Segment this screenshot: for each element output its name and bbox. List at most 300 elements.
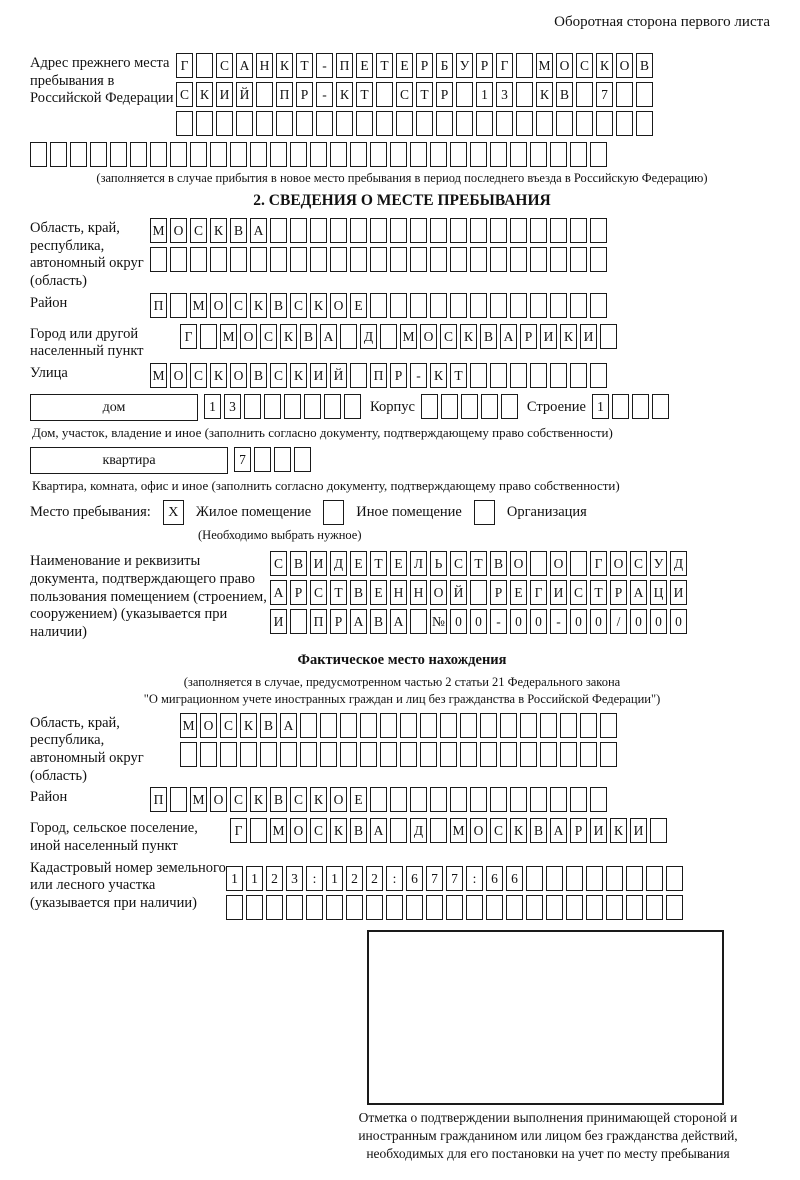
char-cell[interactable]: 7	[234, 447, 251, 472]
char-cell[interactable]: В	[490, 551, 507, 576]
char-cell[interactable]	[294, 447, 311, 472]
char-cell[interactable]: М	[190, 293, 207, 318]
char-cell[interactable]	[470, 247, 487, 272]
char-cell[interactable]: Й	[236, 82, 253, 107]
char-cell[interactable]	[196, 111, 213, 136]
char-cell[interactable]: К	[536, 82, 553, 107]
char-cell[interactable]	[320, 713, 337, 738]
char-cell[interactable]	[586, 895, 603, 920]
char-cell[interactable]: М	[220, 324, 237, 349]
char-cell[interactable]: Г	[180, 324, 197, 349]
char-cell[interactable]	[566, 895, 583, 920]
char-cell[interactable]	[440, 742, 457, 767]
char-cell[interactable]	[430, 218, 447, 243]
char-cell[interactable]: -	[316, 53, 333, 78]
char-cell[interactable]	[380, 324, 397, 349]
char-cell[interactable]	[410, 218, 427, 243]
char-cell[interactable]	[480, 713, 497, 738]
char-cell[interactable]: О	[290, 818, 307, 843]
region-row-1[interactable]	[150, 218, 610, 243]
district-row[interactable]	[150, 293, 610, 318]
char-cell[interactable]	[652, 394, 669, 419]
char-cell[interactable]: 2	[266, 866, 283, 891]
char-cell[interactable]	[456, 82, 473, 107]
char-cell[interactable]	[646, 895, 663, 920]
char-cell[interactable]: И	[590, 818, 607, 843]
char-cell[interactable]: 7	[596, 82, 613, 107]
char-cell[interactable]: 0	[510, 609, 527, 634]
char-cell[interactable]: С	[450, 551, 467, 576]
char-cell[interactable]: Л	[410, 551, 427, 576]
char-cell[interactable]: В	[260, 713, 277, 738]
document-row-1[interactable]	[270, 551, 690, 576]
char-cell[interactable]	[560, 713, 577, 738]
char-cell[interactable]	[570, 551, 587, 576]
char-cell[interactable]: Б	[436, 53, 453, 78]
char-cell[interactable]	[626, 866, 643, 891]
char-cell[interactable]	[570, 293, 587, 318]
char-cell[interactable]: В	[300, 324, 317, 349]
char-cell[interactable]	[510, 293, 527, 318]
char-cell[interactable]: К	[250, 787, 267, 812]
char-cell[interactable]	[470, 142, 487, 167]
char-cell[interactable]: П	[310, 609, 327, 634]
char-cell[interactable]	[530, 363, 547, 388]
char-cell[interactable]: К	[196, 82, 213, 107]
char-cell[interactable]: О	[330, 787, 347, 812]
char-cell[interactable]	[180, 742, 197, 767]
char-cell[interactable]: К	[276, 53, 293, 78]
char-cell[interactable]	[360, 742, 377, 767]
char-cell[interactable]	[526, 895, 543, 920]
char-cell[interactable]	[230, 247, 247, 272]
char-cell[interactable]: К	[330, 818, 347, 843]
char-cell[interactable]	[286, 895, 303, 920]
char-cell[interactable]	[30, 142, 47, 167]
char-cell[interactable]	[270, 218, 287, 243]
char-cell[interactable]: Р	[476, 53, 493, 78]
char-cell[interactable]	[590, 293, 607, 318]
char-cell[interactable]	[530, 218, 547, 243]
char-cell[interactable]	[190, 142, 207, 167]
char-cell[interactable]	[290, 218, 307, 243]
char-cell[interactable]: С	[230, 293, 247, 318]
char-cell[interactable]	[170, 247, 187, 272]
char-cell[interactable]	[430, 293, 447, 318]
char-cell[interactable]: П	[336, 53, 353, 78]
char-cell[interactable]: 0	[530, 609, 547, 634]
checkbox-residential[interactable]: X	[163, 500, 184, 525]
char-cell[interactable]: Г	[496, 53, 513, 78]
char-cell[interactable]	[420, 742, 437, 767]
char-cell[interactable]	[576, 82, 593, 107]
char-cell[interactable]: О	[210, 787, 227, 812]
char-cell[interactable]	[606, 866, 623, 891]
char-cell[interactable]	[210, 142, 227, 167]
char-cell[interactable]: В	[270, 787, 287, 812]
char-cell[interactable]	[490, 142, 507, 167]
char-cell[interactable]: -	[550, 609, 567, 634]
char-cell[interactable]	[450, 247, 467, 272]
char-cell[interactable]	[580, 713, 597, 738]
char-cell[interactable]	[546, 866, 563, 891]
char-cell[interactable]: П	[276, 82, 293, 107]
char-cell[interactable]	[250, 142, 267, 167]
char-cell[interactable]	[450, 142, 467, 167]
char-cell[interactable]: С	[190, 363, 207, 388]
char-cell[interactable]	[396, 111, 413, 136]
char-cell[interactable]	[550, 247, 567, 272]
char-cell[interactable]: И	[540, 324, 557, 349]
char-cell[interactable]: К	[280, 324, 297, 349]
char-cell[interactable]: С	[190, 218, 207, 243]
char-cell[interactable]: О	[510, 551, 527, 576]
char-cell[interactable]	[330, 142, 347, 167]
char-cell[interactable]	[300, 713, 317, 738]
char-cell[interactable]	[490, 787, 507, 812]
char-cell[interactable]	[460, 713, 477, 738]
char-cell[interactable]	[450, 787, 467, 812]
char-cell[interactable]: Г	[530, 580, 547, 605]
char-cell[interactable]: 3	[224, 394, 241, 419]
char-cell[interactable]	[350, 142, 367, 167]
char-cell[interactable]: В	[350, 818, 367, 843]
char-cell[interactable]	[356, 111, 373, 136]
char-cell[interactable]: 0	[450, 609, 467, 634]
char-cell[interactable]: А	[630, 580, 647, 605]
char-cell[interactable]: И	[310, 363, 327, 388]
char-cell[interactable]	[616, 82, 633, 107]
char-cell[interactable]	[416, 111, 433, 136]
char-cell[interactable]: Н	[256, 53, 273, 78]
char-cell[interactable]	[344, 394, 361, 419]
char-cell[interactable]: В	[270, 293, 287, 318]
char-cell[interactable]: В	[250, 363, 267, 388]
char-cell[interactable]	[636, 111, 653, 136]
char-cell[interactable]: Т	[370, 551, 387, 576]
prev-address-row-3[interactable]	[176, 111, 656, 136]
char-cell[interactable]	[500, 742, 517, 767]
char-cell[interactable]	[276, 111, 293, 136]
char-cell[interactable]	[170, 787, 187, 812]
char-cell[interactable]: В	[370, 609, 387, 634]
char-cell[interactable]	[446, 895, 463, 920]
char-cell[interactable]	[470, 218, 487, 243]
char-cell[interactable]: Р	[330, 609, 347, 634]
char-cell[interactable]: Г	[230, 818, 247, 843]
char-cell[interactable]	[570, 218, 587, 243]
char-cell[interactable]: 0	[670, 609, 687, 634]
char-cell[interactable]: Е	[350, 787, 367, 812]
char-cell[interactable]	[466, 895, 483, 920]
char-cell[interactable]	[490, 293, 507, 318]
char-cell[interactable]: С	[176, 82, 193, 107]
char-cell[interactable]: С	[220, 713, 237, 738]
char-cell[interactable]: 6	[406, 866, 423, 891]
char-cell[interactable]	[526, 866, 543, 891]
char-cell[interactable]: Р	[416, 53, 433, 78]
prev-address-row-1[interactable]	[176, 53, 656, 78]
korpus-cells[interactable]	[421, 394, 521, 419]
char-cell[interactable]: К	[310, 293, 327, 318]
char-cell[interactable]: О	[230, 363, 247, 388]
char-cell[interactable]	[284, 394, 301, 419]
char-cell[interactable]: Т	[296, 53, 313, 78]
char-cell[interactable]	[290, 247, 307, 272]
char-cell[interactable]: К	[290, 363, 307, 388]
char-cell[interactable]	[316, 111, 333, 136]
char-cell[interactable]: Д	[330, 551, 347, 576]
char-cell[interactable]: Ц	[650, 580, 667, 605]
char-cell[interactable]	[550, 363, 567, 388]
char-cell[interactable]	[590, 247, 607, 272]
char-cell[interactable]	[436, 111, 453, 136]
char-cell[interactable]	[530, 787, 547, 812]
char-cell[interactable]: К	[310, 787, 327, 812]
char-cell[interactable]	[490, 363, 507, 388]
char-cell[interactable]	[310, 247, 327, 272]
char-cell[interactable]: О	[610, 551, 627, 576]
char-cell[interactable]	[310, 142, 327, 167]
char-cell[interactable]	[410, 609, 427, 634]
char-cell[interactable]	[516, 53, 533, 78]
char-cell[interactable]	[370, 787, 387, 812]
char-cell[interactable]: Е	[356, 53, 373, 78]
char-cell[interactable]	[266, 895, 283, 920]
char-cell[interactable]	[570, 787, 587, 812]
char-cell[interactable]	[304, 394, 321, 419]
char-cell[interactable]: К	[560, 324, 577, 349]
char-cell[interactable]	[470, 580, 487, 605]
char-cell[interactable]: М	[270, 818, 287, 843]
char-cell[interactable]: Т	[376, 53, 393, 78]
char-cell[interactable]	[520, 742, 537, 767]
char-cell[interactable]: О	[210, 293, 227, 318]
char-cell[interactable]	[632, 394, 649, 419]
char-cell[interactable]: Е	[350, 293, 367, 318]
char-cell[interactable]	[421, 394, 438, 419]
char-cell[interactable]	[646, 866, 663, 891]
char-cell[interactable]	[240, 742, 257, 767]
document-row-3[interactable]	[270, 609, 690, 634]
char-cell[interactable]	[481, 394, 498, 419]
street-row[interactable]	[150, 363, 610, 388]
char-cell[interactable]: Е	[510, 580, 527, 605]
char-cell[interactable]: К	[240, 713, 257, 738]
char-cell[interactable]: С	[216, 53, 233, 78]
char-cell[interactable]: С	[310, 580, 327, 605]
char-cell[interactable]	[330, 218, 347, 243]
char-cell[interactable]	[606, 895, 623, 920]
char-cell[interactable]: П	[150, 293, 167, 318]
char-cell[interactable]: М	[536, 53, 553, 78]
char-cell[interactable]: -	[490, 609, 507, 634]
char-cell[interactable]: В	[556, 82, 573, 107]
char-cell[interactable]	[260, 742, 277, 767]
char-cell[interactable]	[176, 111, 193, 136]
char-cell[interactable]: Е	[350, 551, 367, 576]
char-cell[interactable]: К	[460, 324, 477, 349]
char-cell[interactable]: П	[150, 787, 167, 812]
char-cell[interactable]	[556, 111, 573, 136]
char-cell[interactable]	[456, 111, 473, 136]
char-cell[interactable]: У	[650, 551, 667, 576]
char-cell[interactable]: Й	[450, 580, 467, 605]
char-cell[interactable]: С	[230, 787, 247, 812]
char-cell[interactable]	[90, 142, 107, 167]
char-cell[interactable]: С	[396, 82, 413, 107]
char-cell[interactable]: №	[430, 609, 447, 634]
char-cell[interactable]	[510, 787, 527, 812]
apartment-cells[interactable]	[234, 447, 314, 472]
char-cell[interactable]: 0	[650, 609, 667, 634]
char-cell[interactable]: К	[210, 363, 227, 388]
char-cell[interactable]	[390, 247, 407, 272]
char-cell[interactable]	[346, 895, 363, 920]
region-row-2[interactable]	[150, 247, 610, 272]
char-cell[interactable]: 7	[446, 866, 463, 891]
char-cell[interactable]	[320, 742, 337, 767]
char-cell[interactable]	[310, 218, 327, 243]
char-cell[interactable]: А	[500, 324, 517, 349]
char-cell[interactable]	[350, 363, 367, 388]
char-cell[interactable]	[340, 324, 357, 349]
char-cell[interactable]	[386, 895, 403, 920]
char-cell[interactable]: К	[430, 363, 447, 388]
char-cell[interactable]	[476, 111, 493, 136]
char-cell[interactable]	[550, 142, 567, 167]
char-cell[interactable]: В	[530, 818, 547, 843]
char-cell[interactable]	[230, 142, 247, 167]
char-cell[interactable]: 0	[470, 609, 487, 634]
char-cell[interactable]: 0	[590, 609, 607, 634]
char-cell[interactable]: 2	[346, 866, 363, 891]
char-cell[interactable]	[441, 394, 458, 419]
char-cell[interactable]: О	[470, 818, 487, 843]
char-cell[interactable]	[506, 895, 523, 920]
char-cell[interactable]: У	[456, 53, 473, 78]
char-cell[interactable]	[550, 787, 567, 812]
house-type-box[interactable]: дом	[30, 394, 198, 421]
char-cell[interactable]	[540, 742, 557, 767]
char-cell[interactable]: А	[280, 713, 297, 738]
char-cell[interactable]	[460, 742, 477, 767]
char-cell[interactable]	[340, 713, 357, 738]
char-cell[interactable]: С	[290, 293, 307, 318]
char-cell[interactable]: О	[330, 293, 347, 318]
cadastral-row-2[interactable]	[226, 895, 686, 920]
char-cell[interactable]: В	[290, 551, 307, 576]
char-cell[interactable]	[256, 82, 273, 107]
char-cell[interactable]	[370, 293, 387, 318]
char-cell[interactable]	[190, 247, 207, 272]
char-cell[interactable]: Р	[520, 324, 537, 349]
char-cell[interactable]	[590, 787, 607, 812]
actual-district-row[interactable]	[150, 787, 610, 812]
char-cell[interactable]: :	[306, 866, 323, 891]
char-cell[interactable]	[510, 142, 527, 167]
char-cell[interactable]: Г	[590, 551, 607, 576]
char-cell[interactable]: И	[580, 324, 597, 349]
char-cell[interactable]	[150, 247, 167, 272]
char-cell[interactable]: А	[370, 818, 387, 843]
char-cell[interactable]: 7	[426, 866, 443, 891]
char-cell[interactable]: 1	[592, 394, 609, 419]
char-cell[interactable]: О	[430, 580, 447, 605]
char-cell[interactable]	[270, 142, 287, 167]
char-cell[interactable]	[516, 82, 533, 107]
char-cell[interactable]: О	[550, 551, 567, 576]
char-cell[interactable]: С	[270, 363, 287, 388]
char-cell[interactable]: :	[466, 866, 483, 891]
char-cell[interactable]	[274, 447, 291, 472]
char-cell[interactable]	[150, 142, 167, 167]
char-cell[interactable]: М	[190, 787, 207, 812]
char-cell[interactable]	[430, 142, 447, 167]
char-cell[interactable]: Т	[450, 363, 467, 388]
char-cell[interactable]	[530, 247, 547, 272]
char-cell[interactable]	[530, 293, 547, 318]
char-cell[interactable]	[370, 218, 387, 243]
char-cell[interactable]	[590, 142, 607, 167]
char-cell[interactable]: 0	[630, 609, 647, 634]
char-cell[interactable]	[290, 609, 307, 634]
char-cell[interactable]: О	[616, 53, 633, 78]
char-cell[interactable]	[200, 742, 217, 767]
actual-region-row-1[interactable]	[180, 713, 620, 738]
char-cell[interactable]	[250, 818, 267, 843]
char-cell[interactable]	[480, 742, 497, 767]
char-cell[interactable]: А	[350, 609, 367, 634]
char-cell[interactable]	[326, 895, 343, 920]
char-cell[interactable]: И	[630, 818, 647, 843]
char-cell[interactable]: 0	[570, 609, 587, 634]
char-cell[interactable]	[430, 247, 447, 272]
char-cell[interactable]: Й	[330, 363, 347, 388]
char-cell[interactable]: Р	[296, 82, 313, 107]
char-cell[interactable]: Н	[390, 580, 407, 605]
char-cell[interactable]: Р	[290, 580, 307, 605]
char-cell[interactable]: Р	[490, 580, 507, 605]
apartment-type-box[interactable]: квартира	[30, 447, 228, 474]
char-cell[interactable]	[596, 111, 613, 136]
char-cell[interactable]	[220, 742, 237, 767]
char-cell[interactable]: С	[490, 818, 507, 843]
char-cell[interactable]	[380, 713, 397, 738]
char-cell[interactable]: А	[390, 609, 407, 634]
char-cell[interactable]	[410, 293, 427, 318]
char-cell[interactable]	[390, 787, 407, 812]
char-cell[interactable]	[244, 394, 261, 419]
char-cell[interactable]: М	[450, 818, 467, 843]
char-cell[interactable]: :	[386, 866, 403, 891]
char-cell[interactable]: С	[310, 818, 327, 843]
char-cell[interactable]	[576, 111, 593, 136]
char-cell[interactable]: 1	[476, 82, 493, 107]
char-cell[interactable]	[370, 247, 387, 272]
char-cell[interactable]	[470, 363, 487, 388]
char-cell[interactable]	[510, 247, 527, 272]
char-cell[interactable]	[350, 218, 367, 243]
char-cell[interactable]	[380, 742, 397, 767]
checkbox-organization[interactable]	[474, 500, 495, 525]
char-cell[interactable]: 1	[226, 866, 243, 891]
char-cell[interactable]: К	[336, 82, 353, 107]
char-cell[interactable]	[370, 142, 387, 167]
char-cell[interactable]	[280, 742, 297, 767]
char-cell[interactable]: А	[270, 580, 287, 605]
char-cell[interactable]	[264, 394, 281, 419]
